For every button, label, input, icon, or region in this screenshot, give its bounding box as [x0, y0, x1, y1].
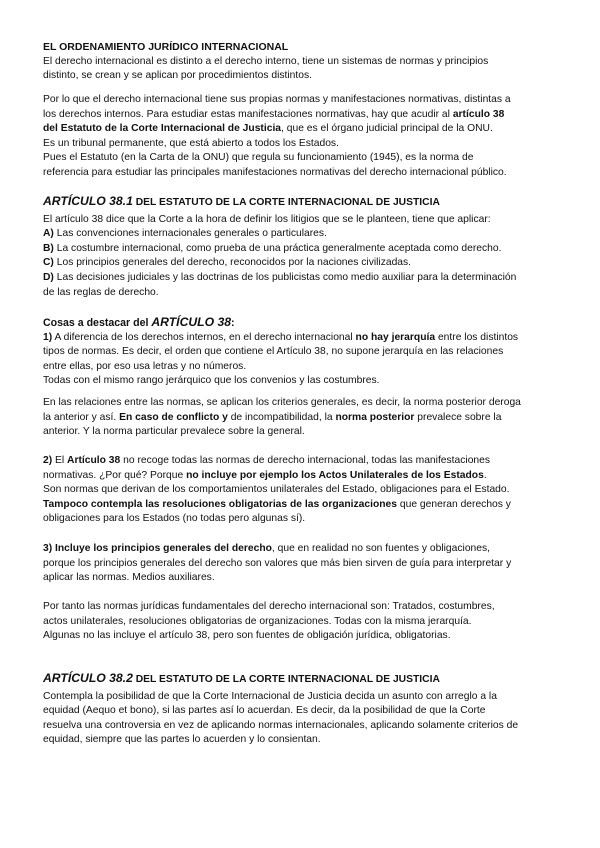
paragraph-line: [43, 454, 563, 469]
paragraph-line: porque los principios generales del derecho son valores que más bien sirven de guía para interpretar y: [43, 557, 512, 569]
heading-article: ARTÍCULO 38.1: [43, 194, 133, 208]
statute-reference: del Estatuto de la Corte Internacional de Justicia: [43, 123, 282, 135]
paragraph-line: [43, 122, 563, 137]
list-text: La costumbre internacional, como prueba de una práctica generalmente aceptada como derecho.: [53, 242, 502, 254]
emphasis-text: norma posterior: [335, 411, 415, 423]
point-2-paragraph: [43, 454, 563, 527]
emphasis-text: 3) Incluye los principios generales del derecho: [43, 543, 272, 554]
list-item: [43, 242, 563, 257]
section-heading: [43, 315, 563, 331]
paragraph-line: Por tanto las normas jurídicas fundamentales del derecho internacional son: Tratados, costumbres,: [43, 601, 495, 612]
paragraph-line: obligaciones para los Estados (no todas pero algunas sí).: [43, 513, 306, 525]
paragraph-line: Algunas no las incluye el artículo 38, pero son fuentes de obligación jurídica, obligatorias.: [43, 630, 451, 642]
list-text: Los principios generales del derecho, reconocidos por la naciones civilizadas.: [53, 257, 412, 269]
article-38-1-section: [43, 194, 563, 300]
intro-section: [43, 40, 563, 84]
paragraph-text: El: [52, 455, 68, 466]
point-number: 2): [43, 455, 53, 466]
paragraph-text: , que es el órgano judicial principal de la ONU.: [281, 123, 493, 135]
list-item: [43, 271, 563, 286]
paragraph-text: entre los distintos: [435, 331, 519, 343]
paragraph-text: los derechos internos. Para estudiar estas manifestaciones normativas, hay que acudir al: [43, 108, 453, 120]
context-paragraph: [43, 93, 563, 181]
paragraph-line: equidad, siempre que las partes lo acuerden y lo consientan.: [43, 734, 321, 746]
paragraph-line: tipos de normas. Es decir, el orden que contiene el Artículo 38, no supone jerarquía en las relaciones: [43, 346, 504, 358]
paragraph-line: Son normas que derivan de los comportamientos unilaterales del Estado, obligaciones para el Estado.: [43, 484, 510, 496]
paragraph-line: Es un tribunal permanente, que está abierto a todos los Estados.: [43, 137, 339, 149]
document-title: EL ORDENAMIENTO JURÍDICO INTERNACIONAL: [43, 41, 289, 53]
list-text: Las convenciones internacionales generales o particulares.: [53, 228, 327, 240]
list-letter: C): [43, 257, 54, 269]
point-number: 1): [43, 331, 53, 343]
norm-relations-paragraph: [43, 396, 563, 440]
article-38-2-section: [43, 671, 563, 748]
paragraph-line: aplicar las normas. Medios auxiliares.: [43, 572, 215, 584]
section-heading: [43, 194, 563, 211]
heading-text: Cosas a destacar del: [43, 317, 152, 329]
paragraph-line: [43, 411, 563, 426]
intro-line: distinto, se crean y se aplican por procedimientos distintos.: [43, 70, 313, 82]
summary-paragraph: [43, 600, 563, 644]
article-38-reference: artículo 38: [452, 108, 505, 120]
point-3-paragraph: [43, 542, 563, 586]
emphasis-text: En caso de conflicto y: [119, 411, 228, 423]
heading-text: :: [231, 317, 235, 329]
paragraph-line: [43, 542, 563, 557]
section-intro: El artículo 38 dice que la Corte a la hora de definir los litigios que se le planteen, tiene que aplicar:: [43, 213, 491, 225]
paragraph-text: que generan derechos y: [397, 498, 511, 510]
emphasis-text: Tampoco contempla las resoluciones obligatorias de las organizaciones: [43, 498, 398, 510]
paragraph-text: , que en realidad no son fuentes y obligaciones,: [271, 543, 491, 554]
heading-text: DEL ESTATUTO DE LA CORTE INTERNACIONAL DE JUSTICIA: [132, 674, 440, 685]
paragraph-line: Pues el Estatuto (en la Carta de la ONU) que regula su funcionamiento (1945), es la norma de: [43, 152, 474, 164]
paragraph-line: [43, 469, 563, 484]
paragraph-text: no recoge todas las normas de derecho internacional, todas las manifestaciones: [120, 455, 491, 466]
paragraph-text: A diferencia de los derechos internos, en el derecho internacional: [52, 331, 356, 343]
list-item: [43, 227, 563, 242]
paragraph-line: equidad (Aequo et bono), si las partes así lo acuerdan. Es decir, da la posibilidad de que la Corte: [43, 705, 486, 717]
paragraph-line: Contempla la posibilidad de que la Corte Internacional de Justicia decida un asunto con arreglo a la: [43, 690, 497, 702]
list-item-continuation: de las reglas de derecho.: [43, 286, 159, 298]
paragraph-line: [43, 108, 563, 123]
list-letter: B): [43, 242, 54, 254]
paragraph-line: [43, 331, 563, 346]
paragraph-text: prevalece sobre la: [414, 411, 502, 423]
heading-article: ARTÍCULO 38.2: [43, 671, 133, 685]
emphasis-text: no hay jerarquía: [355, 331, 436, 343]
paragraph-text: de incompatibilidad, la: [227, 411, 336, 423]
heading-text: DEL ESTATUTO DE LA CORTE INTERNACIONAL DE JUSTICIA: [132, 197, 440, 208]
paragraph-line: Todas con el mismo rango jerárquico que los convenios y las costumbres.: [43, 375, 380, 387]
paragraph-line: En las relaciones entre las normas, se aplican los criterios generales, es decir, la norma posterior deroga: [43, 397, 521, 408]
list-letter: A): [43, 228, 54, 240]
paragraph-text: la anterior y así.: [43, 411, 120, 423]
intro-line: El derecho internacional es distinto a el derecho interno, tiene un sistemas de normas y principios: [43, 55, 489, 67]
heading-article: ARTÍCULO 38: [151, 315, 232, 329]
list-letter: D): [43, 271, 54, 283]
highlights-section: [43, 315, 563, 389]
paragraph-text: .: [483, 469, 487, 481]
emphasis-text: no incluye por ejemplo los Actos Unilaterales de los Estados: [186, 469, 484, 481]
paragraph-line: referencia para estudiar las principales manifestaciones normativas del derecho internacional público.: [43, 166, 507, 178]
paragraph-line: [43, 498, 563, 513]
paragraph-line: Por lo que el derecho internacional tiene sus propias normas y manifestaciones normativas, distintas a: [43, 94, 511, 105]
paragraph-text: normativas. ¿Por qué? Porque: [43, 469, 187, 481]
list-text: Las decisiones judiciales y las doctrinas de los publicistas como medio auxiliar para la determinación: [53, 271, 517, 283]
section-heading: [43, 671, 563, 688]
paragraph-line: entre ellas, por eso usa letras y no números.: [43, 360, 247, 372]
list-item: [43, 256, 563, 271]
emphasis-text: Artículo 38: [67, 455, 121, 466]
paragraph-line: actos unilaterales, resoluciones obligatorias de organizaciones. Todas con la misma jerarquía.: [43, 615, 472, 627]
paragraph-line: anterior. Y la norma particular prevalece sobre la general.: [43, 426, 305, 438]
paragraph-line: resuelva una controversia en vez de aplicando normas internacionales, aplicando solamente criterios de: [43, 719, 519, 731]
